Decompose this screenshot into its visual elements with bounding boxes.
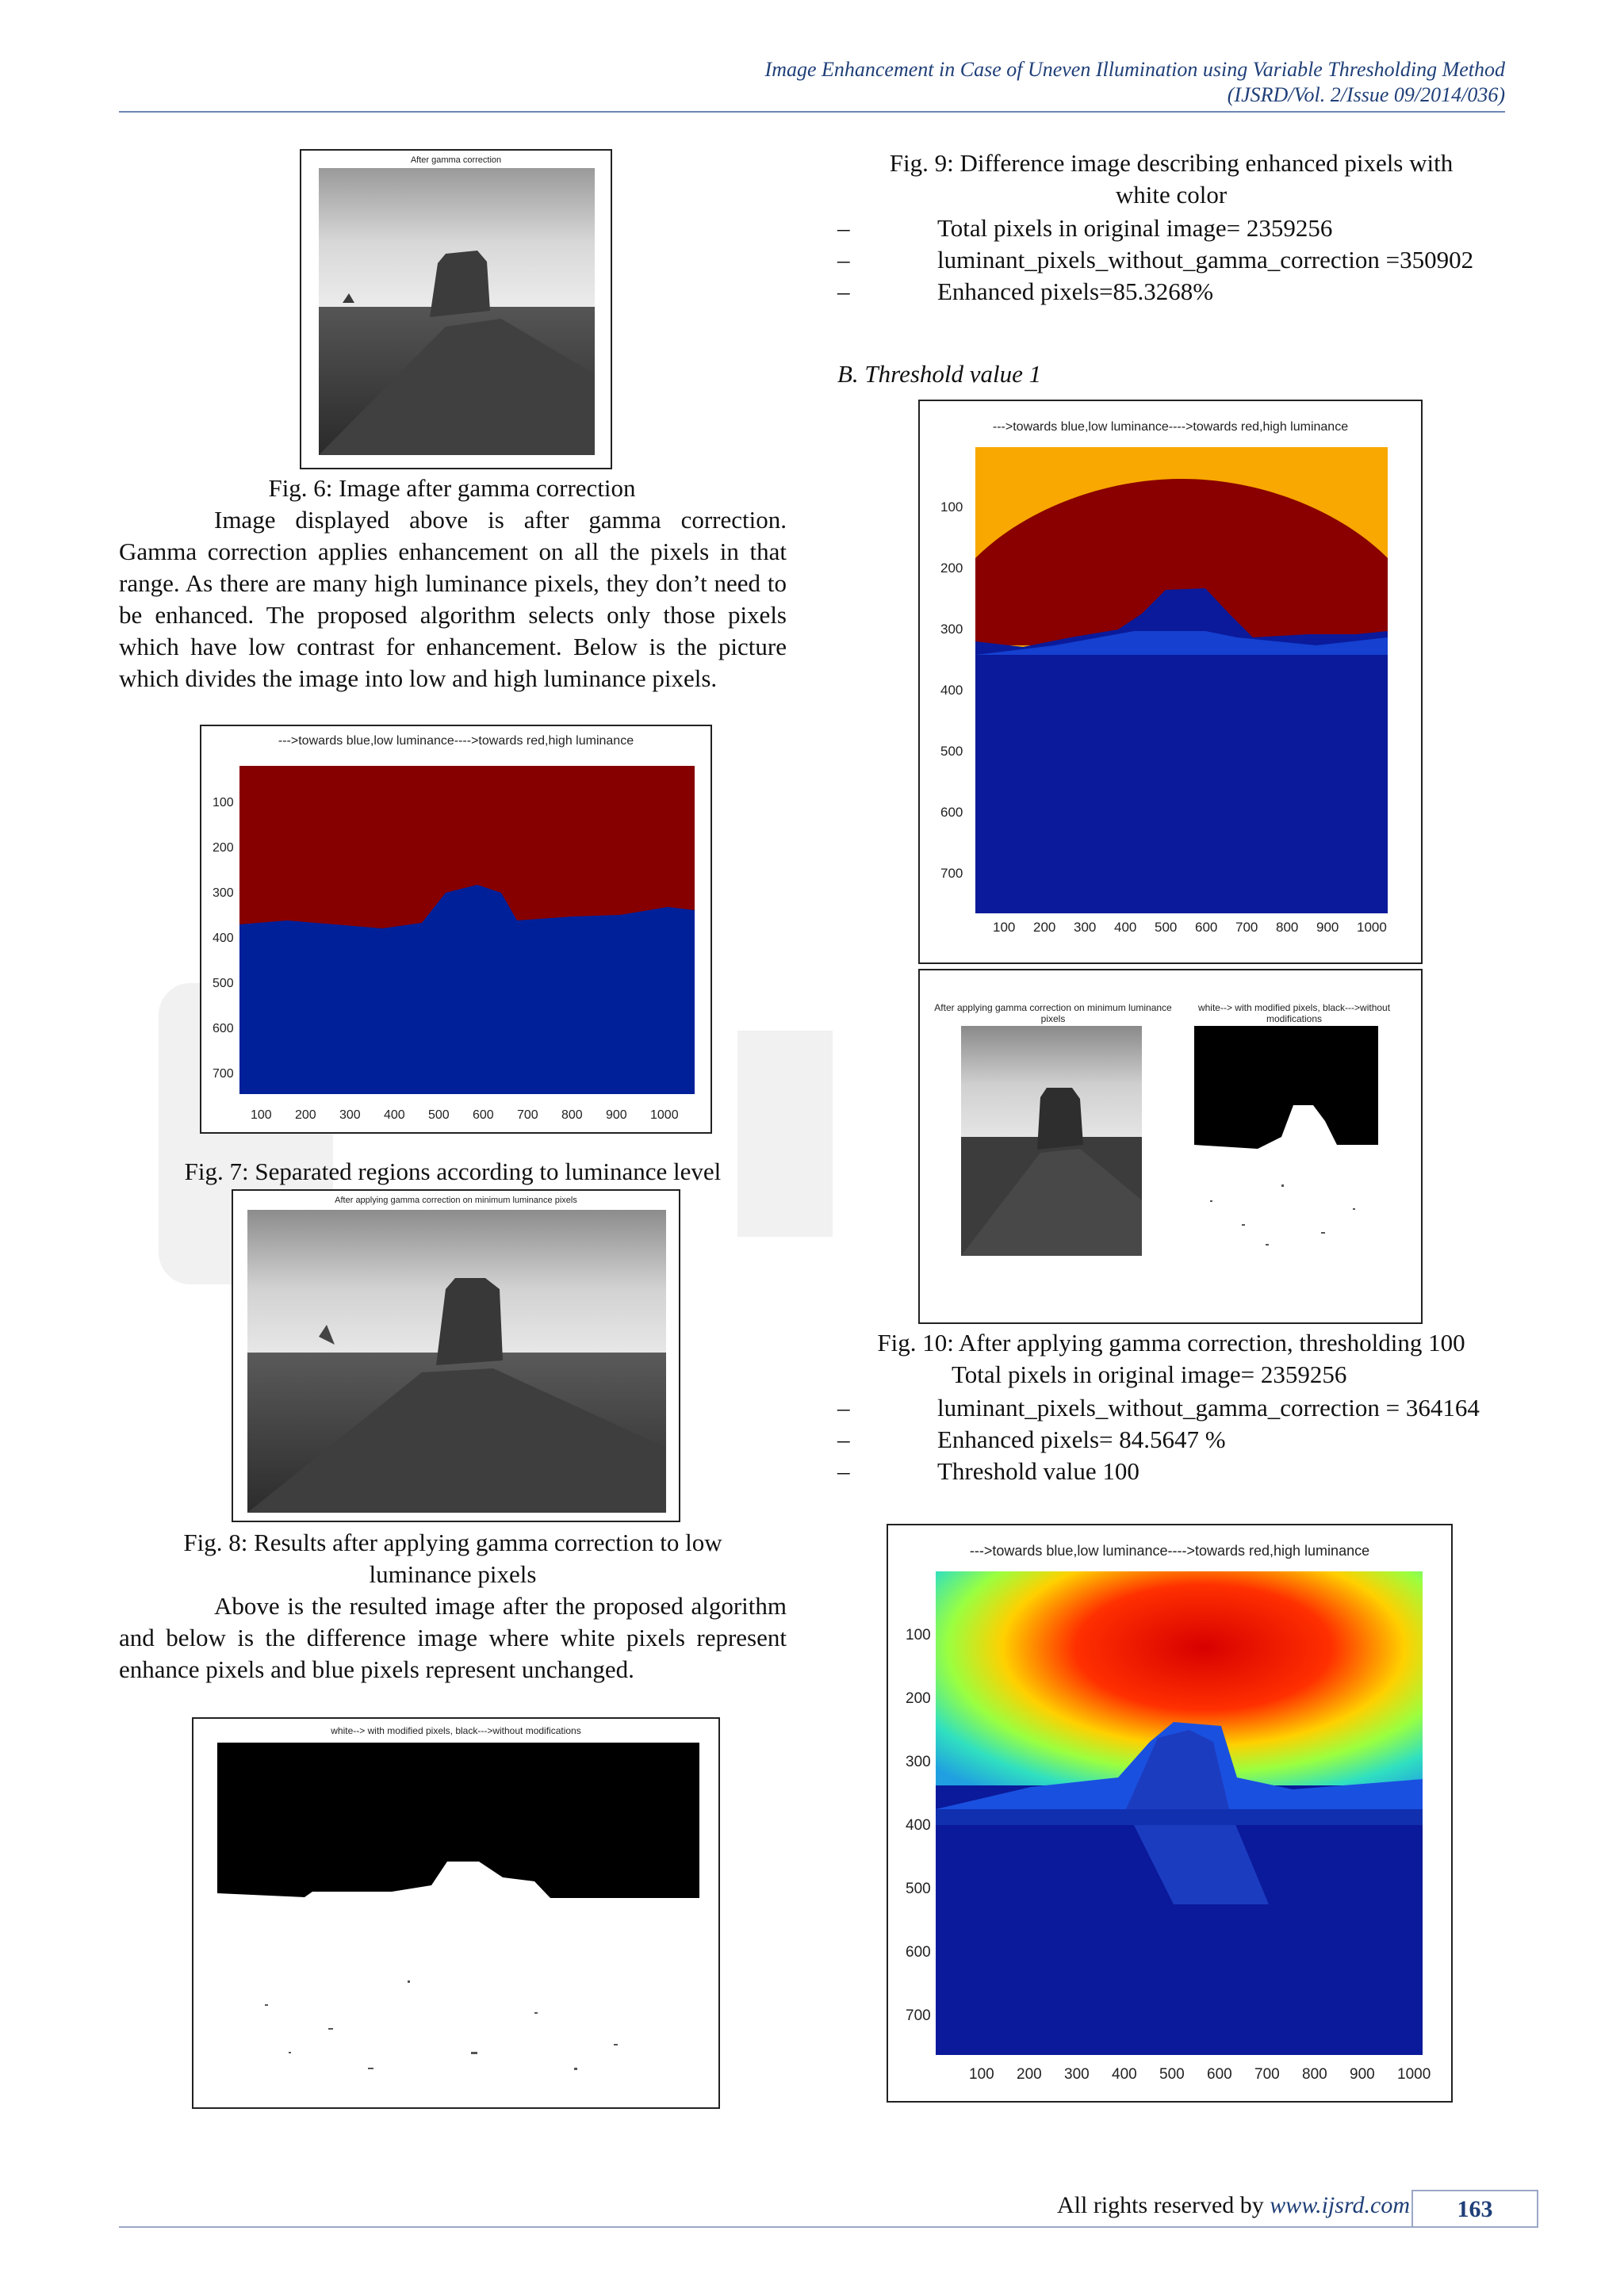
x-tick-label: 900: [1350, 2066, 1375, 2083]
paragraph-2: [119, 1590, 787, 1686]
x-tick-label: 300: [1064, 2066, 1090, 2083]
fig6-frame: [300, 149, 612, 469]
x-tick-label: 800: [1276, 920, 1299, 935]
y-tick-label: 200: [940, 561, 963, 576]
fig8-frame: [232, 1189, 680, 1522]
total-pixels-line: Total pixels in original image= 2359256: [952, 1360, 1347, 1388]
y-tick-label: 300: [940, 622, 963, 637]
x-tick-label: 200: [295, 1108, 316, 1122]
x-tick-label: 900: [1316, 920, 1339, 935]
stats-item: – luminant_pixels_without_gamma_correction = 364164: [837, 1392, 1505, 1424]
stats-item: – Threshold value 100: [837, 1456, 1505, 1487]
fig7-frame: [200, 725, 712, 1134]
x-tick-label: 200: [1017, 2066, 1042, 2083]
fig6-inner-title: After gamma correction: [410, 155, 502, 165]
y-tick-label: 500: [906, 1881, 931, 1897]
x-tick-label: 1000: [1397, 2066, 1431, 2083]
running-header: [765, 57, 1505, 108]
x-tick-label: 500: [428, 1108, 450, 1122]
x-tick-label: 300: [1074, 920, 1097, 935]
x-tick-label: 400: [1112, 2066, 1137, 2083]
x-tick-label: 900: [606, 1108, 627, 1122]
stats-item: – luminant_pixels_without_gamma_correction =350902: [837, 244, 1505, 276]
x-tick-label: 400: [384, 1108, 405, 1122]
x-tick-label: 700: [1235, 920, 1258, 935]
fig10-left-title: After applying gamma correction on minimum luminance pixels: [934, 1002, 1172, 1024]
x-tick-label: 1000: [650, 1108, 679, 1122]
y-tick-label: 100: [213, 796, 234, 809]
fig8-inner-title: After applying gamma correction on minimum luminance pixels: [335, 1196, 577, 1205]
y-tick-label: 300: [906, 1754, 931, 1770]
x-tick-label: 500: [1159, 2066, 1185, 2083]
section-heading: B. Threshold value 1: [837, 360, 1042, 388]
y-tick-label: 200: [213, 841, 234, 855]
fig9-difference-image: [217, 1743, 699, 2088]
fig10-caption: Fig. 10: After applying gamma correction, thresholding 100: [877, 1329, 1465, 1357]
stats-item: – Enhanced pixels=85.3268%: [837, 276, 1505, 308]
header-title: Image Enhancement in Case of Uneven Illumination using Variable Thresholding Method: [764, 58, 1505, 81]
fig9-caption: [837, 147, 1505, 211]
fig-jet-frame: [887, 1524, 1453, 2103]
paragraph-1: [119, 504, 787, 695]
x-tick-label: 500: [1155, 920, 1178, 935]
footer-site-link[interactable]: www.ijsrd.com: [1270, 2192, 1410, 2218]
x-tick-label: 1000: [1357, 920, 1387, 935]
fig-threshold-map-title: --->towards blue,low luminance---->towards red,high luminance: [992, 420, 1349, 434]
y-tick-label: 700: [213, 1067, 234, 1081]
stats-item: – Total pixels in original image= 2359256: [837, 212, 1505, 244]
fig9-caption-line2: white color: [1115, 181, 1228, 209]
y-tick-label: 400: [940, 683, 963, 698]
fig9-frame: [192, 1717, 720, 2109]
footer-rights: [1057, 2191, 1410, 2220]
fig-threshold-map-frame: [918, 400, 1423, 964]
x-tick-label: 700: [517, 1108, 538, 1122]
x-tick-label: 800: [561, 1108, 583, 1122]
stats-list-1: [837, 212, 1505, 308]
footer-rights-text: All rights reserved by: [1057, 2192, 1270, 2218]
fig10-difference-image: [1194, 1026, 1378, 1256]
x-tick-label: 800: [1302, 2066, 1327, 2083]
x-tick-label: 100: [993, 920, 1016, 935]
fig7-caption: Fig. 7: Separated regions according to luminance level: [184, 1158, 722, 1185]
x-tick-label: 300: [339, 1108, 361, 1122]
fig6-image: [319, 168, 595, 455]
y-tick-label: 700: [940, 866, 963, 881]
y-tick-label: 500: [213, 977, 234, 990]
y-tick-label: 600: [213, 1022, 234, 1035]
fig9-inner-title: white--> with modified pixels, black--->without modifications: [331, 1725, 581, 1736]
page-number: 163: [1411, 2190, 1538, 2226]
x-tick-label: 600: [473, 1108, 494, 1122]
fig8-caption-line2: luminance pixels: [369, 1560, 537, 1588]
stats-item: – Enhanced pixels= 84.5647 %: [837, 1424, 1505, 1456]
watermark-bar-2: [737, 1031, 833, 1237]
y-tick-label: 600: [940, 805, 963, 820]
y-tick-label: 400: [906, 1817, 931, 1834]
fig7-inner-title: --->towards blue,low luminance---->towards red,high luminance: [278, 734, 634, 748]
paragraph-1-text: Image displayed above is after gamma correction. Gamma correction applies enhancement on all the pixels in that range. As there are many high luminance pixels, they don’t need to be enhanced. The proposed algorithm selects only those pixels which have low contrast for enhancement. Below is the picture which divides the image into low and high luminance pixels.: [119, 506, 787, 692]
fig10-right-title: white--> with modified pixels, black--->without modifications: [1197, 1002, 1391, 1024]
y-tick-label: 100: [940, 499, 963, 515]
fig6-caption: Fig. 6: Image after gamma correction: [268, 474, 636, 502]
y-tick-label: 500: [940, 744, 963, 759]
y-tick-label: 400: [213, 932, 234, 945]
fig8-caption: [119, 1527, 787, 1590]
header-journal: (IJSRD/Vol. 2/Issue 09/2014/036): [1227, 83, 1505, 106]
footer-rule: [119, 2226, 1538, 2228]
x-tick-label: 100: [251, 1108, 272, 1122]
x-tick-label: 400: [1114, 920, 1137, 935]
y-tick-label: 700: [906, 2007, 931, 2024]
fig9-caption-line1: Fig. 9: Difference image describing enhanced pixels with: [889, 149, 1454, 177]
y-tick-label: 300: [213, 886, 234, 900]
stats-list-2: [837, 1392, 1505, 1487]
x-tick-label: 700: [1254, 2066, 1280, 2083]
y-tick-label: 200: [906, 1690, 931, 1707]
fig-threshold-map-image: [975, 447, 1388, 913]
paragraph-2-text: Above is the resulted image after the proposed algorithm and below is the difference image where white pixels represent enhance pixels and blue pixels represent unchanged.: [119, 1592, 787, 1683]
x-tick-label: 600: [1195, 920, 1218, 935]
fig10-frame: [918, 969, 1423, 1324]
y-tick-label: 100: [906, 1627, 931, 1644]
header-rule: [119, 111, 1505, 113]
x-tick-label: 200: [1033, 920, 1056, 935]
y-tick-label: 600: [906, 1944, 931, 1961]
fig7-luminance-map: [239, 766, 695, 1094]
x-tick-label: 600: [1207, 2066, 1232, 2083]
x-tick-label: 100: [969, 2066, 994, 2083]
fig-jet-image: [936, 1571, 1423, 2055]
fig8-caption-line1: Fig. 8: Results after applying gamma correction to low: [183, 1529, 722, 1556]
fig8-image: [247, 1210, 666, 1513]
fig-jet-title: --->towards blue,low luminance---->towards red,high luminance: [969, 1543, 1370, 1559]
fig10-gamma-image: [961, 1026, 1142, 1256]
